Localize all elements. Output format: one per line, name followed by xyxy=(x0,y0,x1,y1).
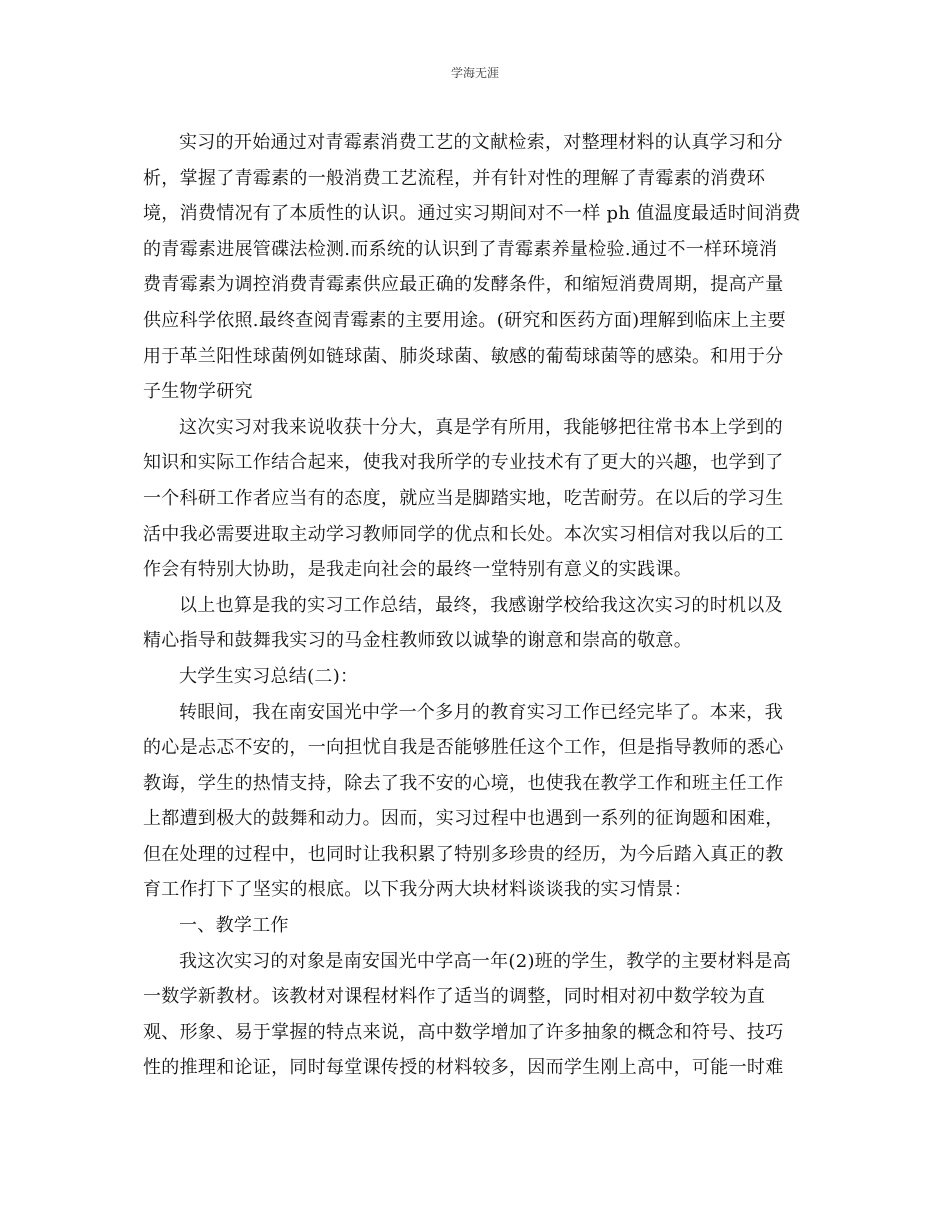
text-line: 我这次实习的对象是南安国光中学高一年(2)班的学生，教学的主要材料是高 xyxy=(179,950,791,972)
text-line: 作会有特别大协助，是我走向社会的最终一堂特别有意义的实践课。 xyxy=(143,559,692,581)
text-line: 活中我必需要进取主动学习教师同学的优点和长处。本次实习相信对我以后的工 xyxy=(143,523,784,545)
text-line: 境，消费情况有了本质性的认识。通过实习期间对不一样 ph 值温度最适时间消费 xyxy=(143,203,801,225)
page-header: 学海无涯 xyxy=(450,66,499,80)
text-line: 以上也算是我的实习工作总结，最终，我感谢学校给我这次实习的时机以及 xyxy=(179,594,783,616)
text-line: 一、教学工作 xyxy=(179,915,289,937)
text-line: 性的推理和论证，同时每堂课传授的材料较多，因而学生刚上高中，可能一时难 xyxy=(143,1057,784,1079)
text-line: 这次实习对我来说收获十分大，真是学有所用，我能够把往常书本上学到的 xyxy=(179,416,783,438)
text-line: 育工作打下了坚实的根底。以下我分两大块材料谈谈我的实习情景： xyxy=(143,879,692,901)
text-line: 的心是忐忑不安的，一向担忧自我是否能够胜任这个工作，但是指导教师的悉心 xyxy=(143,737,784,759)
text-line: 大学生实习总结(二)： xyxy=(179,665,359,687)
text-line: 一数学新教材。该教材对课程材料作了适当的调整，同时相对初中数学较为直 xyxy=(143,986,766,1008)
text-line: 析，掌握了青霉素的一般消费工艺流程，并有针对性的理解了青霉素的消费环 xyxy=(143,167,766,189)
text-line: 一个科研工作者应当有的态度，就应当是脚踏实地，吃苦耐劳。在以后的学习生 xyxy=(143,487,784,509)
text-line: 上都遭到极大的鼓舞和动力。因而，实习过程中也遇到一系列的征询题和困难， xyxy=(143,808,784,830)
text-line: 用于革兰阳性球菌例如链球菌、肺炎球菌、敏感的葡萄球菌等的感染。和用于分 xyxy=(143,345,784,367)
text-line: 教诲，学生的热情支持，除去了我不安的心境，也使我在教学工作和班主任工作 xyxy=(143,772,784,794)
text-line: 转眼间，我在南安国光中学一个多月的教育实习工作已经完毕了。本来，我 xyxy=(179,701,783,723)
text-line: 的青霉素进展管碟法检测.而系统的认识到了青霉素养量检验.通过不一样环境消 xyxy=(143,238,778,260)
text-line: 观、形象、易于掌握的特点来说，高中数学增加了许多抽象的概念和符号、技巧 xyxy=(143,1021,784,1043)
document-body xyxy=(143,125,811,1086)
text-line: 知识和实际工作结合起来，使我对我所学的专业技术有了更大的兴趣，也学到了 xyxy=(143,452,784,474)
text-line: 费青霉素为调控消费青霉素供应最正确的发酵条件，和缩短消费周期，提高产量 xyxy=(143,274,784,296)
text-line: 精心指导和鼓舞我实习的马金柱教师致以诚挚的谢意和崇高的敬意。 xyxy=(143,630,692,652)
text-line: 但在处理的过程中，也同时让我积累了特别多珍贵的经历，为今后踏入真正的教 xyxy=(143,843,784,865)
text-line: 子生物学研究 xyxy=(143,381,253,403)
text-line: 实习的开始通过对青霉素消费工艺的文献检索，对整理材料的认真学习和分 xyxy=(179,132,783,153)
text-line: 供应科学依照.最终查阅青霉素的主要用途。(研究和医药方面)理解到临床上主要 xyxy=(143,309,786,331)
